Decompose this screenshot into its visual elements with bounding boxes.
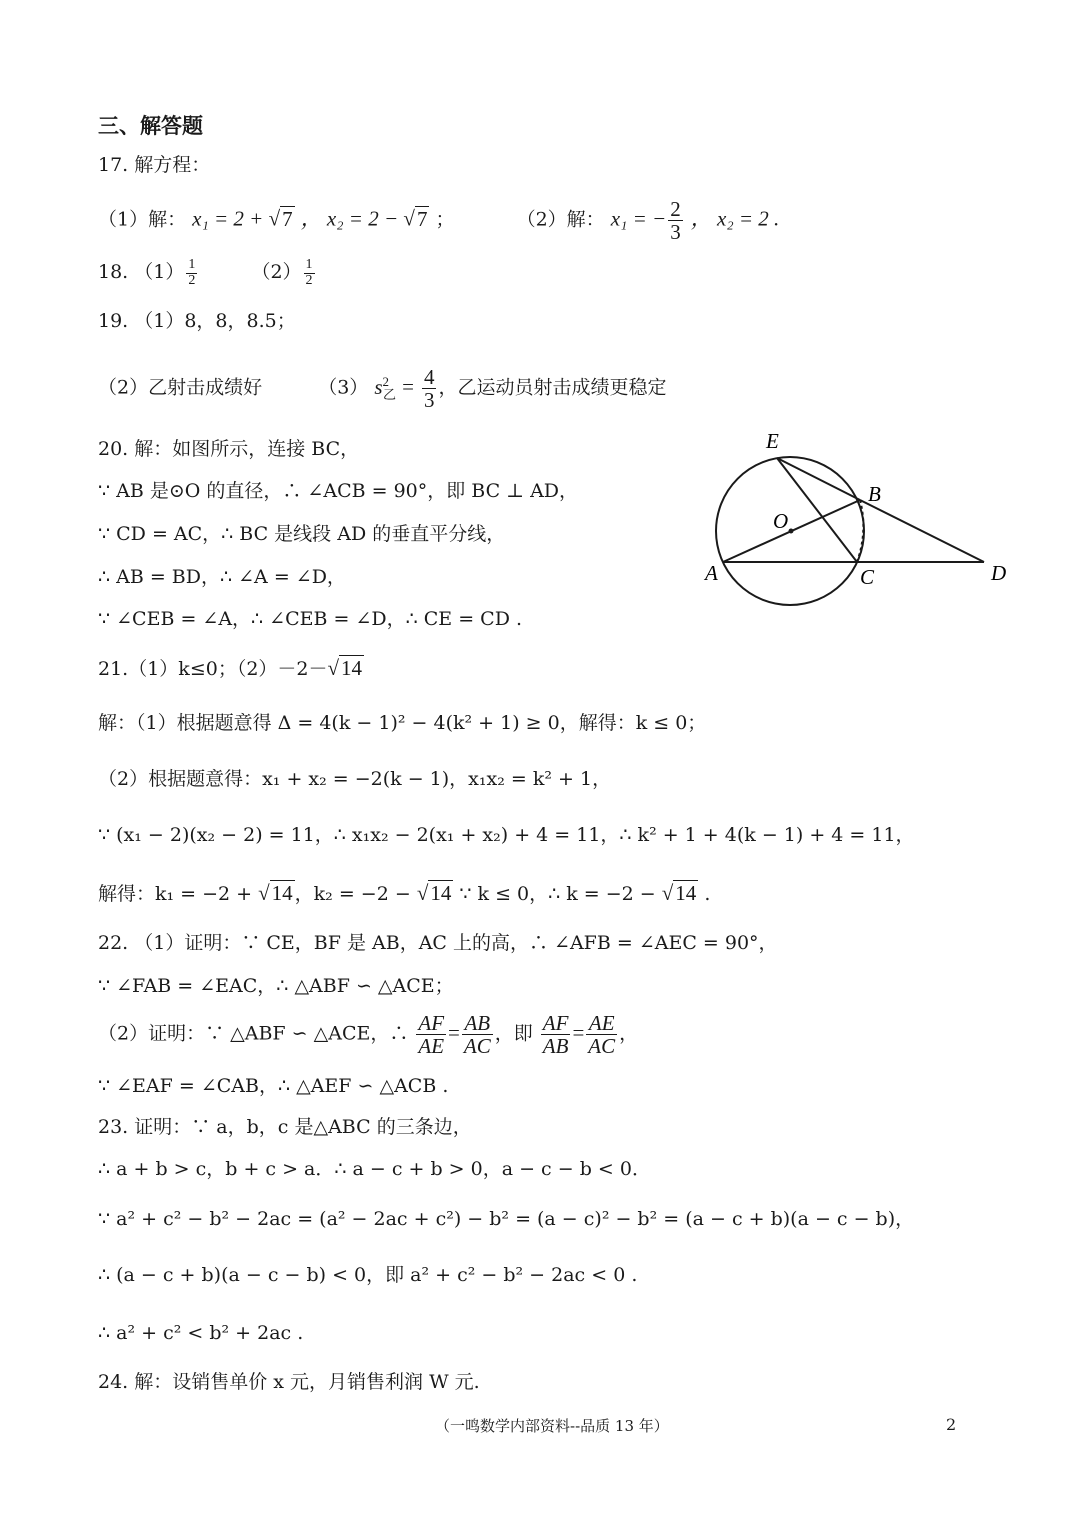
q17-part2-x2: ， x₂ = 2 . [690,206,780,231]
page-footer: （一鸣数学内部资料--品质 13 年） [435,1417,669,1435]
q20-line1: 20. 解：如图所示，连接 BC， [98,438,360,460]
fraction: $\frac{1}{2}$ [305,257,313,288]
q21-heading-text: 21.（1）k≤0；（2）－2－ [98,658,328,680]
q23-line4: ∴ (a − c + b)(a − c − b) < 0，即 a² + c² − b² − 2ac < 0 . [98,1264,638,1286]
q20-geometry-figure [700,428,1030,613]
label-c: C [860,565,875,589]
label-o: O [773,509,789,533]
q19-part3-text: ，乙运动员射击成绩更稳定 [438,376,667,399]
q18-line [98,258,317,288]
fraction: $\frac{2}{3}$ [670,197,681,245]
label-b: B [868,482,881,506]
q19-part3-label: （3） [318,376,369,399]
q21-heading [98,658,364,679]
q22-line2: ∵ ∠FAB = ∠EAC，∴ △ABF ∽ △ACE； [98,975,454,997]
q22-line1: 22. （1）证明：∵ CE，BF 是 AB，AC 上的高，∴ ∠AFB = ∠AEC = 90°， [98,932,778,954]
sqrt: √14 [258,881,293,905]
center-point-o [789,529,794,534]
fraction: $\frac{AF}{AB}$ [542,1011,569,1059]
section-title: 三、解答题 [98,114,203,138]
q21-period: . [698,883,711,905]
q23-line3: ∵ a² + c² − b² − 2ac = (a² − 2ac + c²) − b² = (a − c)² − b² = (a − c + b)(a − c − b)， [98,1208,915,1230]
q20-line4: ∴ AB = BD，∴ ∠A = ∠D， [98,566,346,588]
q24-line1: 24. 解：设销售单价 x 元，月销售利润 W 元. [98,1371,480,1393]
q17-part1-x1: x₁ = 2 + [192,206,269,231]
q20-line2: ∵ AB 是⊙O 的直径，∴ ∠ACB = 90°，即 BC ⊥ AD， [98,480,579,502]
label-d: D [991,561,1007,585]
q17-answer-line [98,198,779,243]
q17-part2-label: （2）解： [516,208,605,231]
q17-part1-x2: ， x₂ = 2 − [300,206,404,231]
line-bd [860,500,984,562]
q18-heading: 18. （1） [98,261,185,284]
equals-sign: = [572,1020,585,1045]
q19-part2: （2）乙射击成绩好 [98,376,263,399]
label-a: A [705,561,718,585]
q17-heading: 17. 解方程： [98,154,211,176]
q17-part1-label: （1）解： [98,208,187,231]
fraction: $\frac{AE}{AC}$ [588,1011,616,1059]
fraction: $\frac{AB}{AC}$ [463,1011,491,1059]
sqrt: √14 [416,881,452,905]
q17-part1-end: ； [435,208,455,231]
q21-line4: ∵ (x₁ − 2)(x₂ − 2) = 11，∴ x₁x₂ − 2(x₁ + x₂) + 4 = 11，∴ k² + 1 + 4(k − 1) + 4 = 11， [98,824,915,846]
q22-line3 [98,1012,638,1057]
q23-line1: 23. 证明：∵ a，b，c 是△ABC 的三条边， [98,1116,472,1138]
q20-line5: ∵ ∠CEB = ∠A，∴ ∠CEB = ∠D，∴ CE = CD . [98,608,523,630]
fraction: $\frac{AF}{AE}$ [418,1011,445,1059]
q23-line2: ∴ a + b > c，b + c > a．∴ a − c + b > 0，a − c − b < 0． [98,1158,651,1180]
fraction: $\frac{4}{3}$ [423,365,435,413]
sqrt: √7 [403,206,428,231]
q18-part2-label: （2） [251,261,302,284]
equals-sign: = [402,374,414,399]
q22-part2-label: （2）证明：∵ △ABF ∽ △ACE，∴ [98,1022,415,1045]
q21-line2: 解：（1）根据题意得 Δ = 4(k − 1)² − 4(k² + 1) ≥ 0，解得：k ≤ 0； [98,712,707,734]
line-ec [777,458,857,562]
q22-line-end: ， [619,1022,639,1045]
fraction: $\frac{1}{2}$ [188,257,196,288]
q21-k2: ，k₂ = −2 − [294,883,417,905]
sqrt: √14 [327,656,363,680]
q21-conclusion: ∵ k ≤ 0，∴ k = −2 − [453,883,662,905]
label-e: E [766,429,779,453]
sqrt: √7 [268,206,293,231]
line-eb [777,458,860,500]
q23-line5: ∴ a² + c² < b² + 2ac . [98,1322,304,1344]
q20-line3: ∵ CD = AC，∴ BC 是线段 AD 的垂直平分线， [98,523,506,545]
q21-line3: （2）根据题意得：x₁ + x₂ = −2(k − 1)，x₁x₂ = k² + 1， [98,768,612,790]
q19-variance-symbol: $s^2_乙$ [374,373,397,402]
q21-line5 [98,883,710,904]
equals-sign: = [448,1020,460,1045]
q22-connector: ，即 [494,1022,539,1045]
page-number: 2 [946,1415,957,1434]
q22-line4: ∵ ∠EAF = ∠CAB，∴ △AEF ∽ △ACB . [98,1075,449,1097]
q17-part2-x1: x₁ = − [610,206,667,231]
q19-line1: 19. （1）8，8，8.5； [98,310,296,332]
q21-k1: 解得：k₁ = −2 + [98,883,259,905]
sqrt: √14 [661,881,697,905]
q19-line2 [98,366,666,411]
